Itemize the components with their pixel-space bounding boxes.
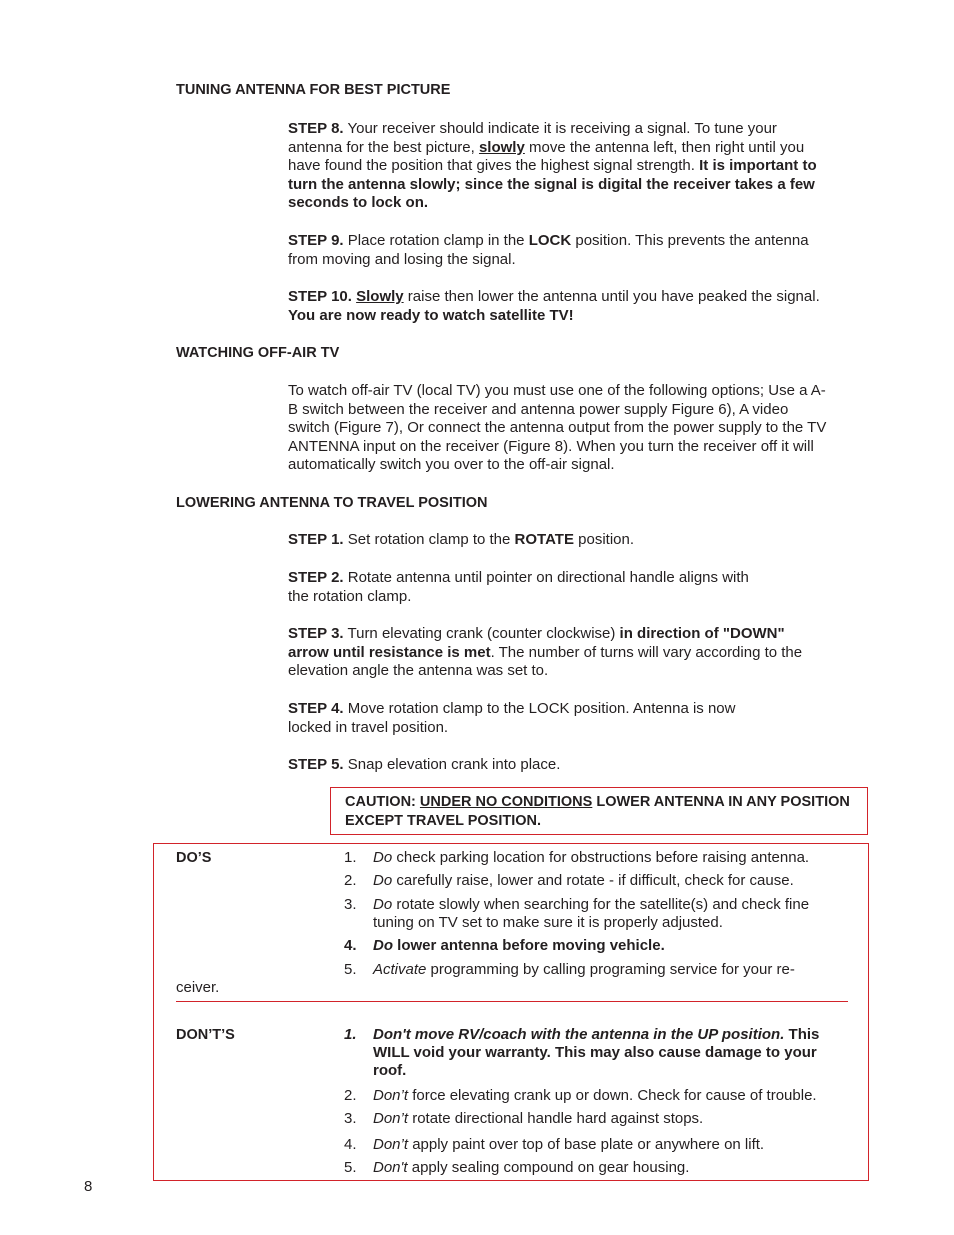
item-text: This WILL void your warranty. This may also cause damage to your roof. xyxy=(373,1026,820,1079)
item-number: 5. xyxy=(344,1159,357,1176)
item-emphasis: Don’t xyxy=(373,1087,409,1104)
item-number: 5. xyxy=(344,961,357,978)
step-text: Snap elevation crank into place. xyxy=(343,756,561,773)
item-emphasis: Don't move RV/coach with the antenna in the UP position. xyxy=(373,1026,785,1043)
item-text: force elevating crank up or down. Check for cause of trouble. xyxy=(408,1087,817,1104)
item-text: apply sealing compound on gear housing. xyxy=(407,1159,690,1176)
lower-step-5 xyxy=(288,756,828,775)
item-number: 2. xyxy=(344,872,357,889)
item-text: rotate slowly when searching for the satellite(s) and check fine tuning on TV set to make sure it is properly adjusted. xyxy=(373,896,810,931)
step-text: raise then lower the antenna until you have peaked the signal. xyxy=(403,288,820,305)
step-10 xyxy=(288,288,828,325)
caution-box xyxy=(330,787,868,835)
item-emphasis: Do xyxy=(373,896,393,913)
step-emphasis: slowly xyxy=(478,138,525,156)
step-text: locked in travel position. xyxy=(288,718,449,736)
item-emphasis: Do xyxy=(373,849,393,866)
item-text: programming by calling programing service for your re- xyxy=(426,961,795,978)
caution-emphasis: UNDER NO CONDITIONS xyxy=(419,794,593,810)
step-text: Place rotation clamp in the xyxy=(343,232,529,249)
item-number: 1. xyxy=(344,1026,357,1043)
section-heading-lowering: LOWERING ANTENNA TO TRAVEL POSITION xyxy=(176,495,488,511)
step-emphasis: Slowly xyxy=(356,288,404,305)
step-text: Move rotation clamp to the LOCK position. Antenna is now xyxy=(343,700,736,717)
dos-heading: DO’S xyxy=(176,850,212,866)
step-9 xyxy=(288,232,828,269)
item-number: 3. xyxy=(344,1110,357,1127)
step-label: STEP 1. xyxy=(288,531,344,548)
item-text: carefully raise, lower and rotate - if difficult, check for cause. xyxy=(392,872,794,889)
lower-step-4 xyxy=(288,700,828,737)
step-text: position. This prevents the antenna from moving and losing the signal. xyxy=(288,232,809,268)
step-text: Your receiver should indicate it is receiving a signal. To tune your antenna for the best picture, xyxy=(288,120,777,156)
item-number: 1. xyxy=(344,849,357,866)
dos-donts-divider xyxy=(176,1001,848,1002)
step-8 xyxy=(288,120,828,213)
caution-label: CAUTION: xyxy=(345,794,420,810)
dos-donts-box xyxy=(153,843,869,1181)
item-emphasis: Do xyxy=(373,872,393,889)
step-label: STEP 3. xyxy=(288,625,344,642)
item-text: apply paint over top of base plate or anywhere on lift. xyxy=(408,1136,765,1153)
item-text: rotate directional handle hard against stops. xyxy=(408,1110,704,1127)
step-emphasis: You are now ready to watch satellite TV! xyxy=(288,306,574,324)
step-label: STEP 10. xyxy=(288,288,352,305)
item-number: 3. xyxy=(344,896,357,913)
step-text: move the antenna left, then right until you have found the position that gives the highest signal strength. xyxy=(288,138,805,175)
lower-step-1 xyxy=(288,531,828,550)
step-label: STEP 4. xyxy=(288,700,344,717)
step-text: position. xyxy=(573,531,635,548)
offair-text: To watch off-air TV (local TV) you must use one of the following options; Use a A-B switch between the receiver and antenna power supply Figure 6), A video switch (Figure 7), Or connect the antenna output from the power supply to the TV ANTENNA input on the receiver (Figure 8). When you turn the receiver off it will automatically switch you over to the off-air signal. xyxy=(288,382,827,474)
step-text: Set rotation clamp to the xyxy=(343,531,515,548)
caution-text: LOWER ANTENNA IN ANY POSITION EXCEPT TRAVEL POSITION. xyxy=(345,794,850,829)
step-label: STEP 8. xyxy=(288,120,344,137)
item-emphasis: Don’t xyxy=(373,1136,409,1153)
step-emphasis: LOCK xyxy=(528,232,572,249)
step-label: STEP 5. xyxy=(288,756,344,773)
page-number: 8 xyxy=(84,1178,93,1195)
step-emphasis: ROTATE xyxy=(514,531,574,548)
step-text: the rotation clamp. xyxy=(288,587,412,605)
step-label: STEP 2. xyxy=(288,569,344,586)
dos-overflow-text: ceiver. xyxy=(176,979,220,996)
item-emphasis: Don’t xyxy=(373,1110,409,1127)
item-emphasis: Do xyxy=(373,937,393,954)
item-emphasis: Don't xyxy=(373,1159,408,1176)
step-emphasis: in direction of "DOWN" arrow until resistance is met xyxy=(288,625,785,661)
step-emphasis: It is important to turn the antenna slowly; since the signal is digital the receiver takes a few seconds to lock on. xyxy=(288,157,817,212)
section-heading-offair: WATCHING OFF-AIR TV xyxy=(176,345,340,361)
item-text: lower antenna before moving vehicle. xyxy=(393,937,665,954)
item-number: 4. xyxy=(344,1136,357,1153)
step-label: STEP 9. xyxy=(288,232,344,249)
donts-heading: DON’T’S xyxy=(176,1027,235,1043)
step-text: Rotate antenna until pointer on directional handle aligns with xyxy=(343,569,749,586)
lower-step-2 xyxy=(288,569,828,606)
item-number: 2. xyxy=(344,1087,357,1104)
step-text: Turn elevating crank (counter clockwise) xyxy=(343,625,620,642)
section-heading-tuning: TUNING ANTENNA FOR BEST PICTURE xyxy=(176,82,451,98)
step-text: . The number of turns will vary according to the elevation angle the antenna was set to. xyxy=(288,643,803,680)
item-emphasis: Activate xyxy=(373,961,427,978)
item-text: check parking location for obstructions before raising antenna. xyxy=(392,849,810,866)
item-number: 4. xyxy=(344,937,357,954)
lower-step-3 xyxy=(288,625,828,681)
